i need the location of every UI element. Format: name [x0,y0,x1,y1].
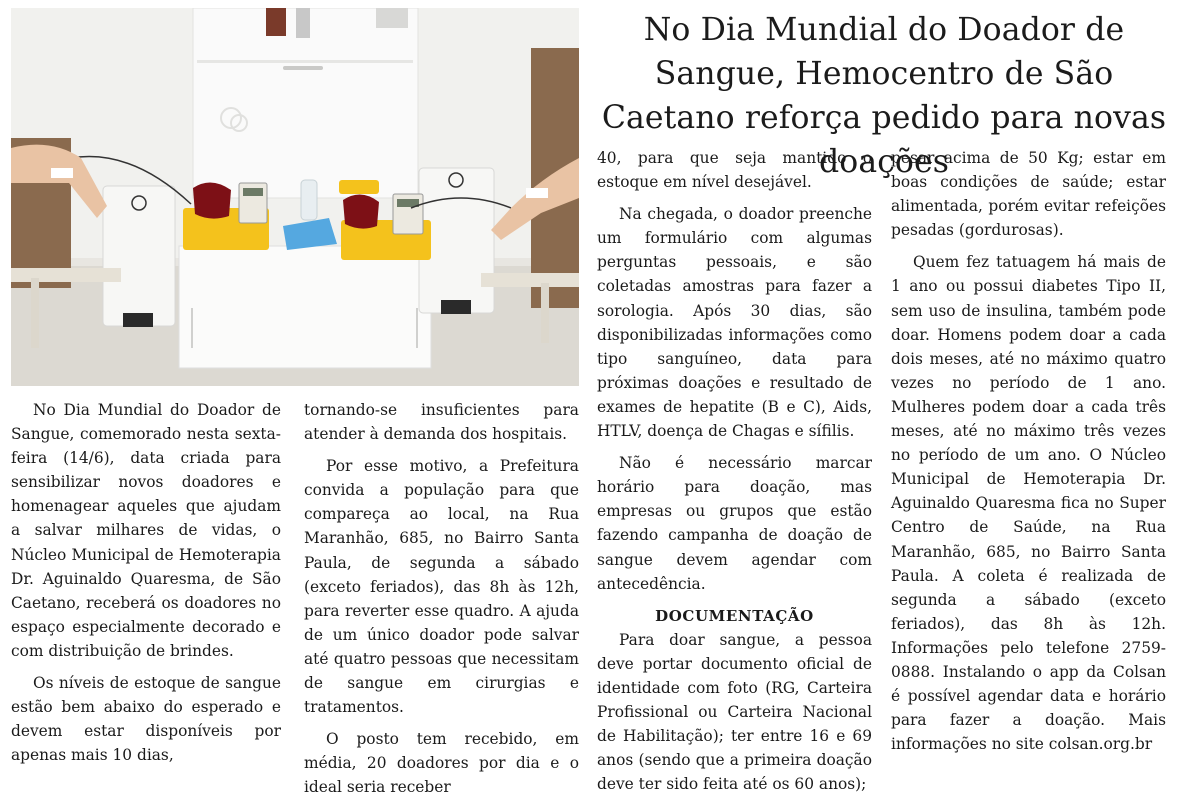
blood-donation-scene [11,8,579,386]
paragraph: No Dia Mundial do Doador de Sangue, comemorado nesta sexta-feira (14/6), data criada para sensibilizar novos doadores e homenagear aqueles que ajudam a salvar milhares de vidas, o Núcleo Municipal de Hemoterapia Dr. Aguinaldo Quaresma, de São Caetano, receberá os doadores no espaço especialmente decorado e com distribuição de brindes. [11,401,281,660]
paragraph: 40, para que seja mantido o estoque em nível desejável. [597,149,872,192]
paragraph: Os níveis de estoque de sangue estão bem abaixo do esperado e devem estar disponíveis por apenas mais 10 dias, [11,674,281,765]
article-column-4 [891,146,1166,756]
article-photo [11,8,579,386]
paragraph: O posto tem recebido, em média, 20 doadores por dia e o ideal seria receber [304,730,579,797]
article-column-3 [597,146,872,796]
paragraph: pesar acima de 50 Kg; estar em boas condições de saúde; estar alimentada, porém evitar refeições pesadas (gordurosas). [891,149,1166,240]
section-subheading: DOCUMENTAÇÃO [655,606,814,625]
paragraph: Quem fez tatuagem há mais de 1 ano ou possui diabetes Tipo II, sem uso de insulina, também pode doar. Homens podem doar a cada dois meses, até no máximo quatro vezes no período de 1 ano. Mulheres podem doar a cada três meses, até no máximo três vezes no período de um ano. O Núcleo Municipal de Hemoterapia Dr. Aguinaldo Quaresma fica no Super Centro de Saúde, na Rua Maranhão, 685, no Bairro Santa Paula. A coleta é realizada de segunda a sábado (exceto feriados), das 8h às 12h. Informações pelo telefone 2759-0888. Instalando o app da Colsan é possível agendar data e horário para fazer a doação. Mais informações no site colsan.org.br [891,253,1166,754]
paragraph: Por esse motivo, a Prefeitura convida a população para que compareça ao local, na Rua Maranhão, 685, no Bairro Santa Paula, de segunda a sábado (exceto feriados), das 8h às 12h, para reverter esse quadro. A ajuda de um único doador pode salvar até quatro pessoas que necessitam de sangue em cirurgias e tratamentos. [304,457,579,717]
paragraph: Para doar sangue, a pessoa deve portar documento oficial de identidade com foto (RG, Carteira Profissional ou Carteira Nacional de Habilitação); ter entre 16 e 69 anos (sendo que a primeira doação deve ter sido feita até os 60 anos); [597,630,872,794]
article-column-1 [11,398,281,767]
article-column-2 [304,398,579,800]
paragraph: tornando-se insuficientes para atender à demanda dos hospitais. [304,401,579,444]
article-headline: No Dia Mundial do Doador de Sangue, Hemocentro de São Caetano reforça pedido para novas doações [601,12,1167,180]
paragraph: Na chegada, o doador preenche um formulário com algumas perguntas pessoais, e são coletadas amostras para fazer a sorologia. Após 30 dias, são disponibilizadas informações como tipo sanguíneo, data para próximas doações e resultado de exames de hepatite (B e C), Aids, HTLV, doença de Chagas e sífilis. [597,205,872,441]
paragraph: Não é necessário marcar horário para doação, mas empresas ou grupos que estão fazendo campanha de doação de sangue devem agendar com antecedência. [597,454,872,593]
